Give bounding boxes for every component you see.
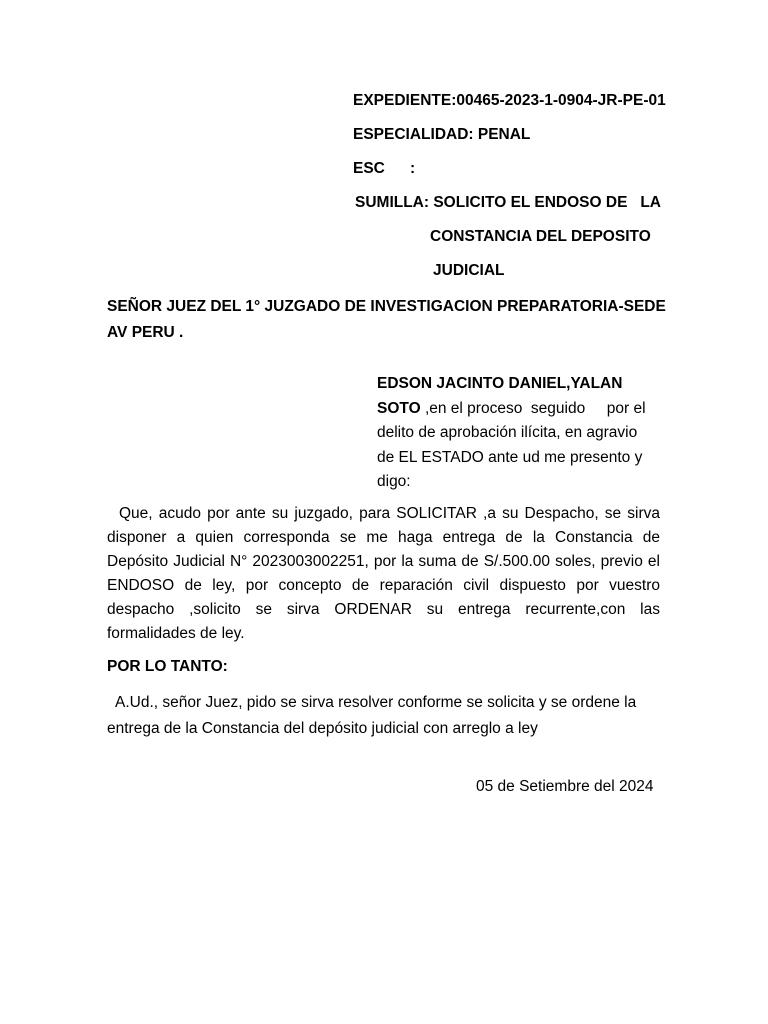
por-lo-tanto-heading: POR LO TANTO:	[107, 658, 228, 675]
petitioner-name-line-2: SOTO	[377, 399, 421, 417]
esc-label: ESC	[353, 160, 385, 177]
document-date: 05 de Setiembre del 2024	[476, 778, 654, 795]
sumilla-line-1: SUMILLA: SOLICITO EL ENDOSO DE LA	[355, 194, 661, 211]
expediente-line: EXPEDIENTE:00465-2023-1-0904-JR-PE-01	[353, 92, 666, 109]
closing-paragraph: A.Ud., señor Juez, pido se sirva resolver conforme se solicita y se ordene la entrega de la Constancia del depósito judicial con arreglo a ley	[107, 694, 637, 737]
intro-line-2	[377, 397, 667, 422]
intro-text-line-5: digo:	[377, 473, 411, 490]
sumilla-line-2: CONSTANCIA DEL DEPOSITO	[430, 228, 651, 245]
petitioner-name-line-1: EDSON JACINTO DANIEL,YALAN	[377, 375, 623, 392]
intro-text-line-2: ,en el proceso seguido por el	[420, 399, 646, 417]
intro-block	[377, 372, 667, 495]
especialidad-line: ESPECIALIDAD: PENAL	[353, 126, 531, 143]
sumilla-line-3: JUDICIAL	[433, 262, 505, 279]
intro-text-line-3: delito de aprobación ilícita, en agravio	[377, 424, 638, 441]
addressee-heading: SEÑOR JUEZ DEL 1° JUZGADO DE INVESTIGACION PREPARATORIA-SEDE AV PERU .	[107, 298, 666, 341]
intro-text-line-4: de EL ESTADO ante ud me presento y	[377, 448, 643, 466]
request-paragraph: Que, acudo por ante su juzgado, para SOLICITAR ,a su Despacho, se sirva disponer a quien corresponda se me haga entrega de la Constancia de Depósito Judicial N° 2023003002251, por la suma de S/.500.00 soles, previo el ENDOSO de ley, por concepto de reparación civil dispuesto por vuestro despacho ,solicito se sirva ORDENAR su entrega recurrente,con las formalidades de ley.	[107, 505, 660, 642]
esc-colon: :	[410, 160, 416, 177]
